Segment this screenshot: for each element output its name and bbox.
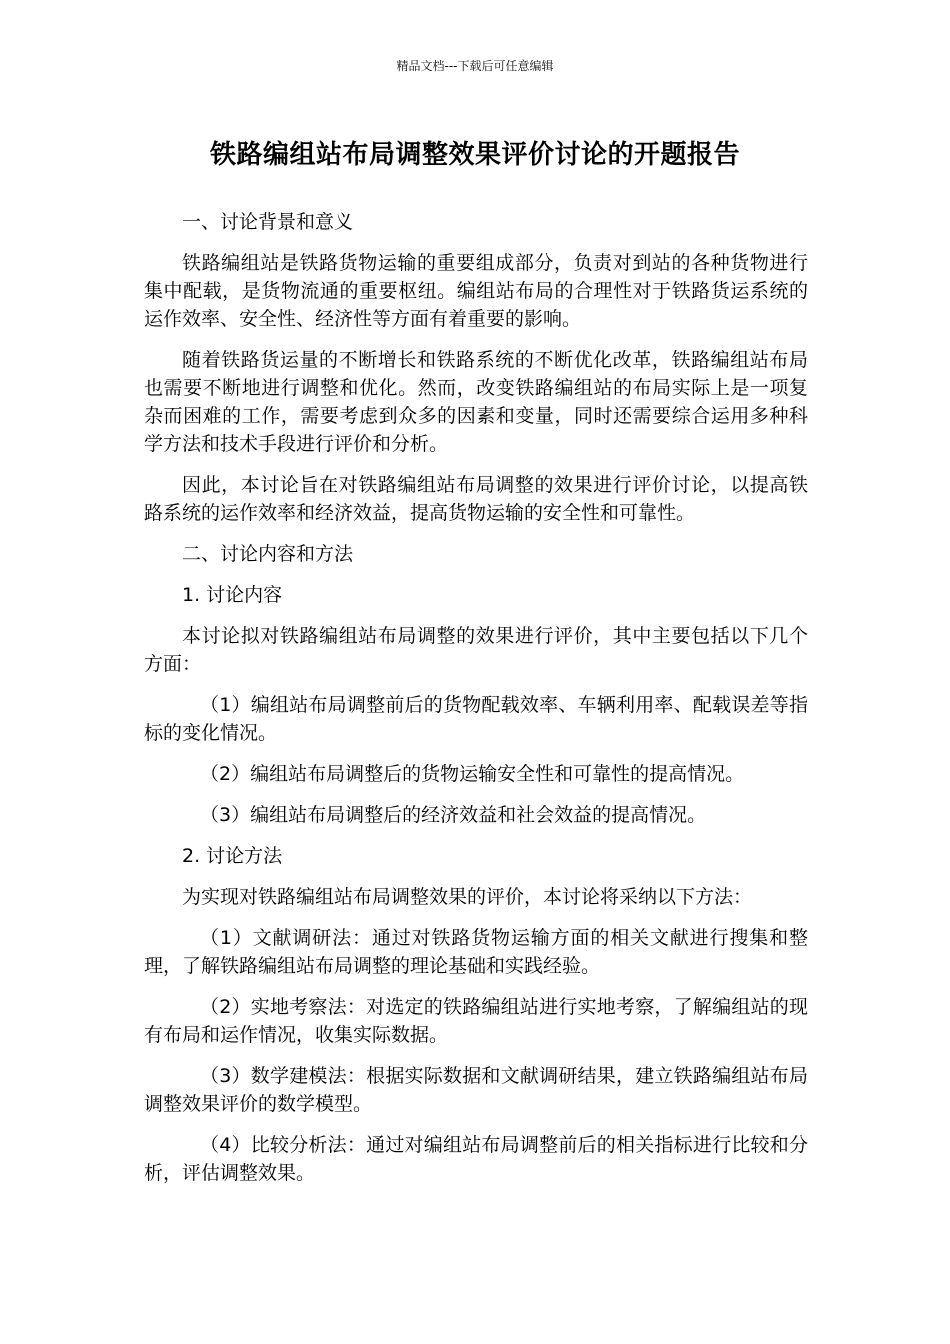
list-item: （3）数学建模法：根据实际数据和文献调研结果，建立铁路编组站布局调整效果评价的数学模型。 (144, 1065, 808, 1115)
list-item: （2）实地考察法：对选定的铁路编组站进行实地考察，了解编组站的现有布局和运作情况，收集实际数据。 (144, 996, 808, 1046)
header-note: 精品文档---下载后可任意编辑 (396, 59, 554, 73)
list-item: （3）编组站布局调整后的经济效益和社会效益的提高情况。 (200, 804, 707, 826)
section-heading-background: 一、讨论背景和意义 (182, 211, 354, 233)
paragraph: 铁路编组站是铁路货物运输的重要组成部分，负责对到站的各种货物进行集中配载，是货物流通的重要枢纽。编组站布局的合理性对于铁路货运系统的运作效率、安全性、经济性等方面有着重要的影响。 (144, 252, 808, 330)
document-body (144, 208, 808, 1200)
list-item: （4）比较分析法：通过对编组站布局调整前后的相关指标进行比较和分析，评估调整效果。 (144, 1134, 808, 1184)
subheading-methods: 2. 讨论方法 (182, 845, 283, 867)
section-heading-content-methods: 二、讨论内容和方法 (182, 543, 354, 565)
paragraph: 因此，本讨论旨在对铁路编组站布局调整的效果进行评价讨论，以提高铁路系统的运作效率和经济效益，提高货物运输的安全性和可靠性。 (144, 474, 808, 524)
subheading-content: 1. 讨论内容 (182, 584, 283, 606)
list-item: （2）编组站布局调整后的货物运输安全性和可靠性的提高情况。 (200, 763, 745, 785)
document-title: 铁路编组站布局调整效果评价讨论的开题报告 (209, 140, 740, 170)
list-item: （1）文献调研法：通过对铁路货物运输方面的相关文献进行搜集和整理，了解铁路编组站布局调整的理论基础和实践经验。 (144, 927, 808, 977)
list-item: （1）编组站布局调整前后的货物配载效率、车辆利用率、配载误差等指标的变化情况。 (144, 694, 808, 744)
paragraph: 随着铁路货运量的不断增长和铁路系统的不断优化改革，铁路编组站布局也需要不断地进行调整和优化。然而，改变铁路编组站的布局实际上是一项复杂而困难的工作，需要考虑到众多的因素和变量，同时还需要综合运用多种科学方法和技术手段进行评价和分析。 (144, 349, 808, 455)
paragraph: 为实现对铁路编组站布局调整效果的评价，本讨论将采纳以下方法： (182, 886, 753, 908)
paragraph: 本讨论拟对铁路编组站布局调整的效果进行评价，其中主要包括以下几个方面： (144, 625, 808, 675)
